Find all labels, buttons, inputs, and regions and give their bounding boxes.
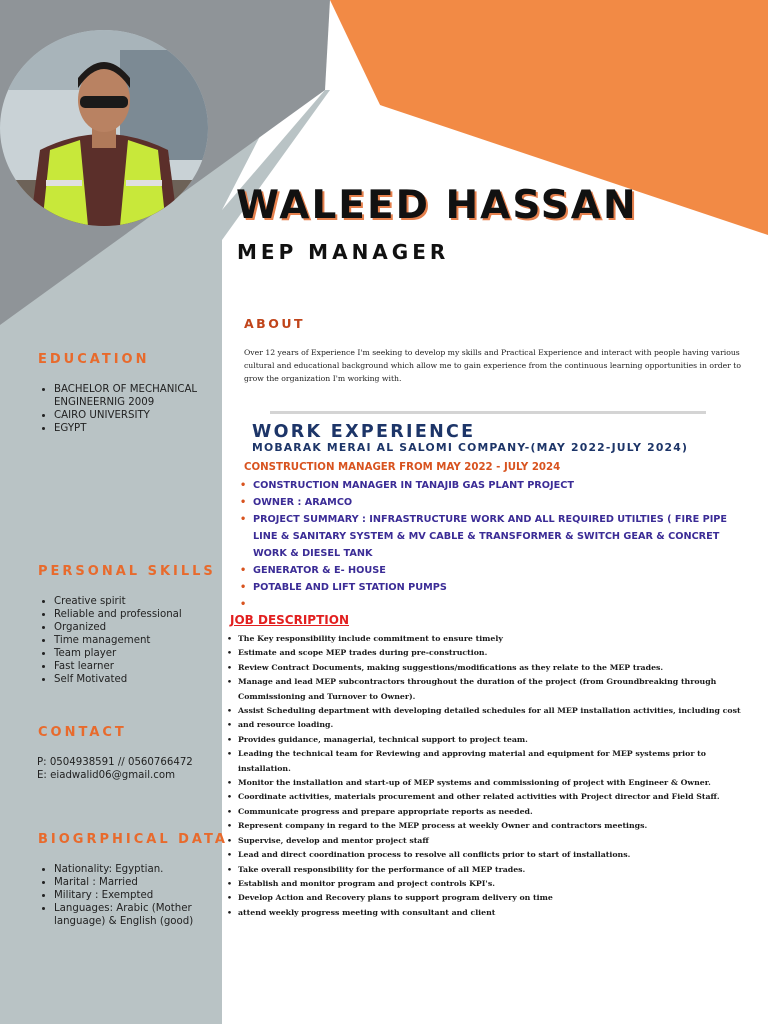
project-list [240,477,740,596]
biographical-heading: BIOGRPHICAL DATA [38,832,228,847]
work-experience-heading: WORK EXPERIENCE [252,422,476,442]
job-role: CONSTRUCTION MANAGER FROM MAY 2022 - JULY 2024 [244,462,561,473]
duty-item: • Develop Action and Recovery plans to support program delivery on time [224,891,754,905]
bio-list [28,863,229,928]
duty-item: • Take overall responsibility for the performance of all MEP trades. [224,863,754,877]
duty-item: • Assist Scheduling department with developing detailed schedules for all MEP installation activities, including cost [224,704,754,718]
person-photo-icon [0,30,208,226]
section-divider [270,411,706,414]
duty-item: • Leading the technical team for Reviewing and approving material and equipment for MEP systems prior to installation. [224,747,754,776]
duty-item: • Establish and monitor program and project controls KPI's. [224,877,754,891]
project-item: • PROJECT SUMMARY : INFRASTRUCTURE WORK AND ALL REQUIRED UTILTIES ( FIRE PIPE LINE & SANITARY SYSTEM & MV CABLE & TRANSFORMER & SWITCH GEAR & CONCRET WORK & DIESEL TANK [240,511,740,562]
project-item: • POTABLE AND LIFT STATION PUMPS [240,579,740,596]
company-name: MOBARAK MERAI AL SALOMI COMPANY-(MAY 2022-JULY 2024) [252,441,689,454]
duty-item: • Manage and lead MEP subcontractors throughout the duration of the project (from Groundbreaking through Commissioning and Turnover to Owner). [224,675,754,704]
skill-item: • Fast learner [54,660,244,673]
skill-item: • Team player [54,647,244,660]
duty-item: • Provides guidance, managerial, technical support to project team. [224,733,754,747]
duty-item: • Estimate and scope MEP trades during pre-construction. [224,646,754,660]
project-item: • CONSTRUCTION MANAGER IN TANAJIB GAS PLANT PROJECT [240,477,740,494]
job-description-heading: JOB DESCRIPTION [230,613,349,627]
duty-item: • Lead and direct coordination process to resolve all conflicts prior to start of installations. [224,848,754,862]
about-text: Over 12 years of Experience I'm seeking to develop my skills and Practical Experience and interact with people having various cultural and educational background which allow me to gain experience from the continuous learning opportunities in order to grow the organization I'm working with. [244,348,742,383]
profile-photo [0,30,208,226]
bio-item: • Languages: Arabic (Mother language) & English (good) [54,902,229,928]
education-list [28,383,244,435]
contact-heading: CONTACT [38,725,127,740]
project-item: • GENERATOR & E- HOUSE [240,562,740,579]
duty-item: • attend weekly progress meeting with consultant and client [224,906,754,920]
duty-list [224,632,754,920]
skill-item: • Reliable and professional [54,608,244,621]
duty-item: • Monitor the installation and start-up of MEP systems and commissioning of project with Engineer & Owner. [224,776,754,790]
education-item: • EGYPT [54,422,244,435]
duty-item: • Supervise, develop and mentor project staff [224,834,754,848]
candidate-title: MEP MANAGER [237,240,450,264]
contact-phone[interactable]: P: 0504938591 // 0560766472 [37,757,193,768]
education-heading: EDUCATION [38,352,150,367]
bio-item: • Marital : Married [54,876,229,889]
duty-item: • The Key responsibility include commitment to ensure timely [224,632,754,646]
duty-item: • Represent company in regard to the MEP process at weekly Owner and contractors meetings. [224,819,754,833]
skills-list [28,595,244,686]
duty-item: • Coordinate activities, materials procurement and other related activities with Project director and Field Staff. [224,790,754,804]
duty-item: • Communicate progress and prepare appropriate reports as needed. [224,805,754,819]
duty-item: • Review Contract Documents, making suggestions/modifications as they relate to the MEP trades. [224,661,754,675]
personal-skills-heading: PERSONAL SKILLS [38,564,216,579]
skill-item: • Organized [54,621,244,634]
education-item: • CAIRO UNIVERSITY [54,409,244,422]
skill-item: • Self Motivated [54,673,244,686]
bio-item: • Military : Exempted [54,889,229,902]
project-item: • OWNER : ARAMCO [240,494,740,511]
education-item: • BACHELOR OF MECHANICAL ENGINEERNIG 2009 [54,383,244,409]
candidate-name: WALEED HASSAN [236,183,638,228]
bio-item: • Nationality: Egyptian. [54,863,229,876]
duty-item: • and resource loading. [224,718,754,732]
about-heading: ABOUT [244,316,306,331]
contact-email[interactable]: E: eiadwalid06@gmail.com [37,770,176,781]
skill-item: • Time management [54,634,244,647]
skill-item: • Creative spirit [54,595,244,608]
